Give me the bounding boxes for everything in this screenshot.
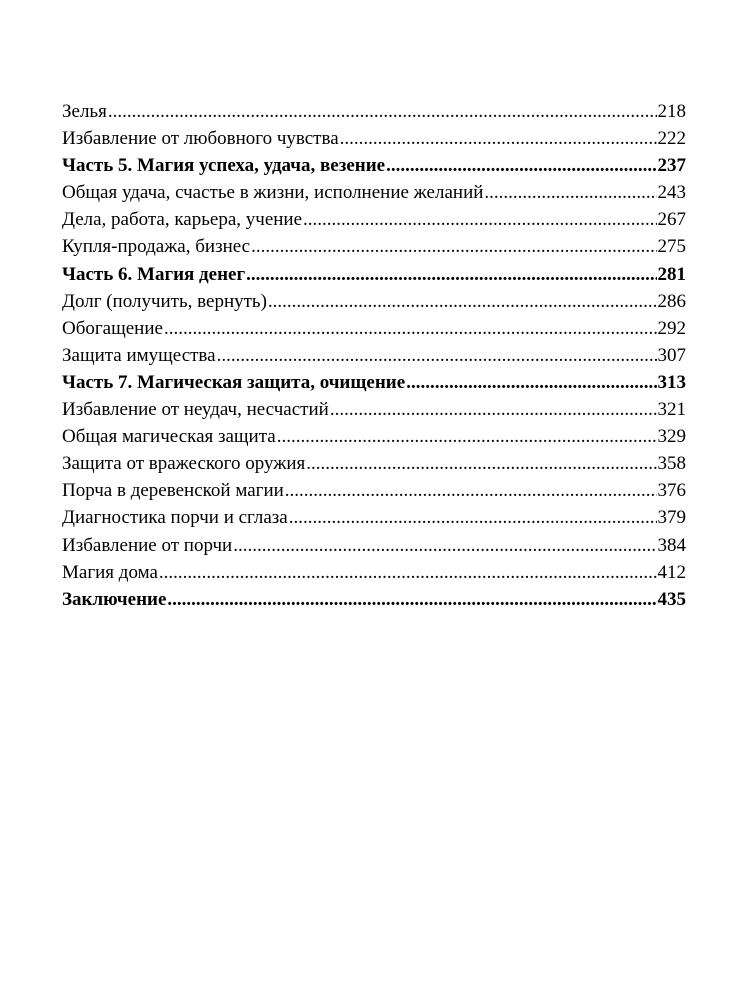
toc-entry-title: Обогащение	[62, 317, 163, 339]
dot-leader	[164, 315, 657, 342]
toc-entry-title: Общая удача, счастье в жизни, исполнение желаний	[62, 182, 484, 204]
toc-entry-title: Зелья	[62, 101, 107, 122]
toc-entry-title: Избавление от любовного чувства	[62, 128, 339, 150]
toc-entry-title: Долг (получить, вернуть)	[62, 290, 267, 312]
toc-entry-page: 313	[657, 371, 686, 393]
toc-entry	[62, 233, 686, 260]
toc-entry-page: 222	[657, 128, 686, 150]
toc-entry	[62, 450, 686, 477]
dot-leader	[303, 206, 656, 233]
toc-entry-title: Заключение	[62, 588, 167, 610]
dot-leader	[108, 98, 657, 125]
toc-entry	[62, 532, 686, 559]
toc-entry-title: Часть 6. Магия денег	[62, 263, 246, 285]
dot-leader	[233, 532, 656, 559]
toc-entry-page: 384	[657, 534, 686, 556]
dot-leader	[246, 261, 656, 288]
toc-entry	[62, 206, 686, 233]
toc-entry-title: Защита имущества	[62, 344, 216, 366]
toc-conclusion	[62, 586, 686, 613]
toc-entry-title: Магия дома	[62, 561, 158, 583]
toc-entry-page: 275	[657, 236, 686, 258]
dot-leader	[306, 450, 656, 477]
dot-leader	[285, 477, 657, 504]
toc-entry	[62, 98, 686, 125]
dot-leader	[406, 369, 656, 396]
dot-leader	[277, 423, 657, 450]
toc-entry-page: 218	[657, 101, 686, 122]
toc-entry	[62, 179, 686, 206]
toc-entry-title: Диагностика порчи и сглаза	[62, 507, 288, 529]
dot-leader	[167, 586, 656, 613]
toc-entry-page: 267	[657, 209, 686, 231]
toc-entry-page: 379	[657, 507, 686, 529]
toc-entry-page: 435	[657, 588, 686, 610]
toc-entry-page: 321	[657, 399, 686, 421]
dot-leader	[289, 504, 657, 531]
toc-entry	[62, 477, 686, 504]
toc-entry	[62, 504, 686, 531]
toc-entry-title: Порча в деревенской магии	[62, 480, 284, 502]
toc-entry-title: Купля-продажа, бизнес	[62, 236, 251, 258]
toc-entry-title: Избавление от неудач, несчастий	[62, 399, 329, 421]
dot-leader	[484, 179, 656, 206]
toc-entry-title: Часть 5. Магия успеха, удача, везение	[62, 155, 386, 177]
toc-entry-page: 329	[657, 426, 686, 448]
table-of-contents	[62, 98, 686, 613]
toc-entry	[62, 423, 686, 450]
toc-entry	[62, 342, 686, 369]
dot-leader	[251, 233, 656, 260]
toc-entry-page: 237	[657, 155, 686, 177]
toc-entry-title: Дела, работа, карьера, учение	[62, 209, 303, 231]
toc-part-heading	[62, 369, 686, 396]
dot-leader	[386, 152, 656, 179]
dot-leader	[268, 288, 657, 315]
toc-entry-title: Избавление от порчи	[62, 534, 233, 556]
dot-leader	[217, 342, 657, 369]
toc-entry-page: 286	[657, 290, 686, 312]
toc-entry	[62, 396, 686, 423]
toc-entry-title: Общая магическая защита	[62, 426, 276, 448]
dot-leader	[330, 396, 657, 423]
toc-entry-page: 292	[657, 317, 686, 339]
toc-entry-page: 412	[657, 561, 686, 583]
toc-entry-title: Часть 7. Магическая защита, очищение	[62, 371, 406, 393]
toc-entry-page: 307	[657, 344, 686, 366]
toc-part-heading	[62, 261, 686, 288]
toc-entry	[62, 559, 686, 586]
toc-entry-title: Защита от вражеского оружия	[62, 453, 306, 475]
dot-leader	[340, 125, 657, 152]
toc-entry-page: 281	[657, 263, 686, 285]
toc-entry	[62, 125, 686, 152]
toc-entry-page: 376	[657, 480, 686, 502]
toc-entry	[62, 315, 686, 342]
toc-entry-page: 243	[657, 182, 686, 204]
toc-entry	[62, 288, 686, 315]
toc-part-heading	[62, 152, 686, 179]
dot-leader	[159, 559, 657, 586]
toc-entry-page: 358	[657, 453, 686, 475]
